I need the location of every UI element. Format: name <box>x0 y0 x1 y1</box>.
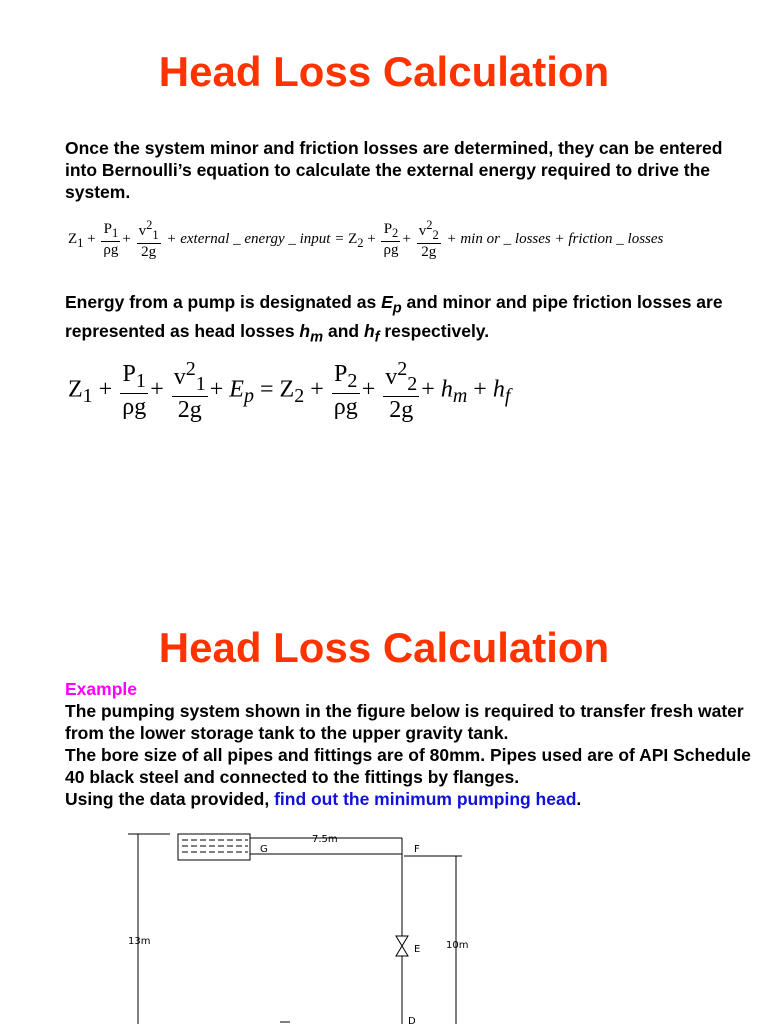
valve-E-icon <box>396 936 408 956</box>
task-highlight: find out the minimum pumping head <box>274 789 577 809</box>
example-label: Example <box>65 679 137 699</box>
example-text: Example The pumping system shown in the figure below is required to transfer fresh water from the lower storage tank to the upper gravity tank. The bore size of all pipes and fittings are of 80mm. Pipes used are of API Schedule 40 black steel and connected to the fittings by flanges. Using the data provided, find out the minimum pumping head. <box>65 679 751 809</box>
dim-right-label: 10m <box>446 940 469 951</box>
label-E: E <box>414 944 421 955</box>
dim-top-label: 7.5m <box>312 834 338 845</box>
label-F: F <box>414 844 420 855</box>
pump-energy-paragraph: Energy from a pump is designated as $E_p$ and minor and pipe friction losses are represented as head losses $h_m$ and $h_f$ respectively. <box>65 292 723 345</box>
bernoulli-equation-general: $Z_1$ + $\frac{P_1}{\rho g}$ + $\frac{v^2_1}{2g}$ + external _ energy _ input = $Z_2$ + $\frac{P_2}{\rho g}$ + $\frac{v^2_2}{2g}$ + min or _ losses + friction _ losses <box>68 218 664 260</box>
upper-tank <box>178 834 250 860</box>
bernoulli-equation-pump: $Z_1$ + $\frac{P_1}{\rho g}$ + $\frac{v^2_1}{2g}$ + $E_p = Z_2$ + $\frac{P_2}{\rho g}$ + $\frac{v^2_2}{2g}$ + $h_m + h_f$ <box>68 358 511 423</box>
label-D: D <box>408 1016 416 1024</box>
example-line-2: The bore size of all pipes and fittings are of 80mm. Pipes used are of API Schedule 40 black steel and connected to the fittings by flanges. <box>65 745 751 787</box>
example-line-1: The pumping system shown in the figure below is required to transfer fresh water from the lower storage tank to the upper gravity tank. <box>65 701 744 743</box>
slide1-title: Head Loss Calculation <box>158 48 610 95</box>
pumping-system-diagram <box>0 820 768 1024</box>
dim-left-label: 13m <box>128 936 151 947</box>
slide2-title: Head Loss Calculation <box>158 624 610 671</box>
intro-paragraph: Once the system minor and friction losses are determined, they can be entered into Bernoulli’s equation to calculate the external energy required to drive the system. <box>65 138 723 202</box>
label-G: G <box>260 844 268 855</box>
